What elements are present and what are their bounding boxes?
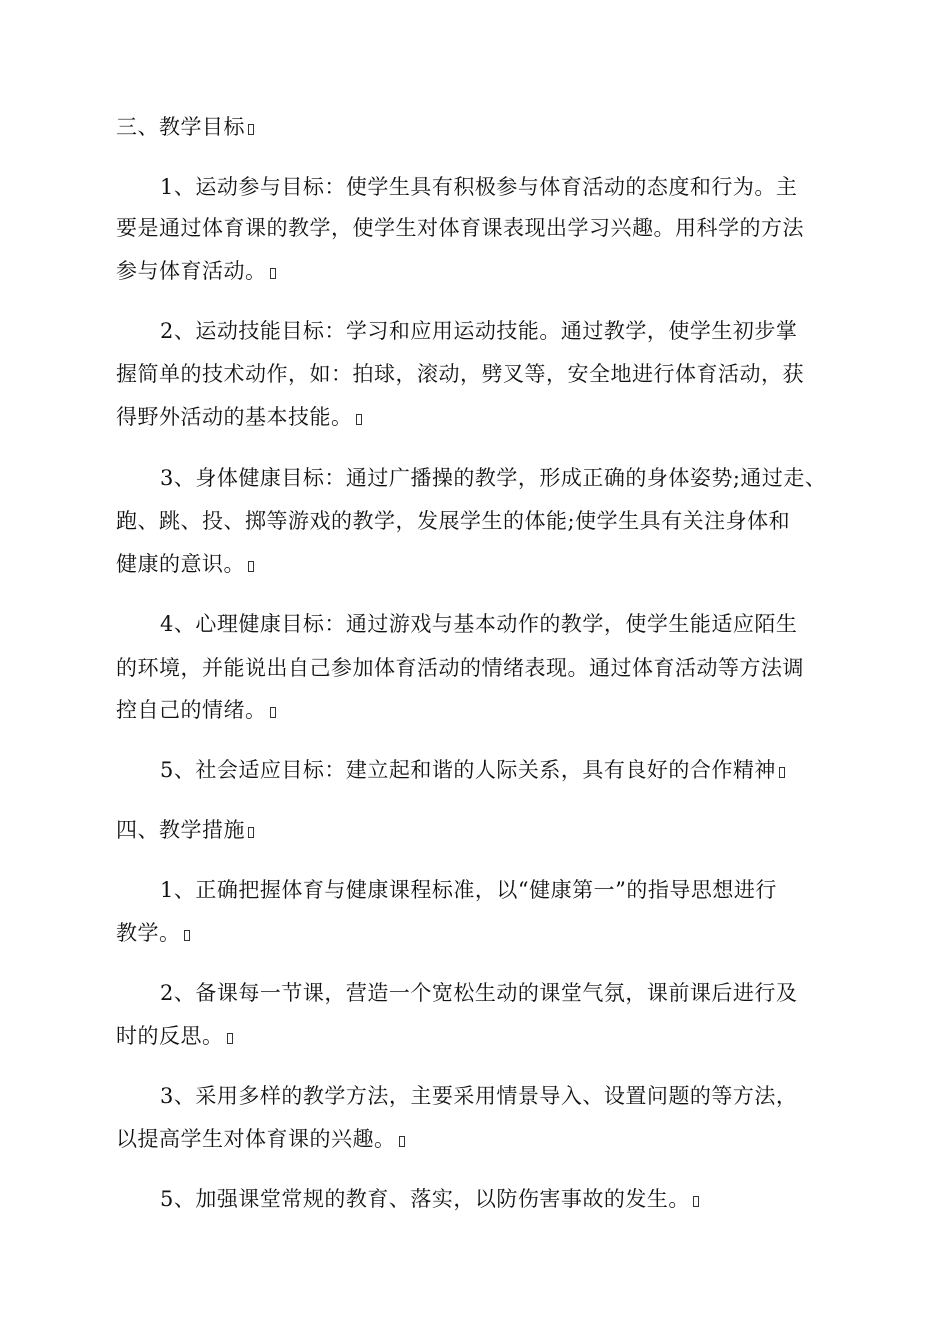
- paragraph-mark-icon: [248, 561, 254, 572]
- paragraph-mark-icon: [248, 827, 254, 838]
- paragraph-mark-icon: [270, 268, 276, 279]
- paragraph-line: 5、加强课堂常规的教育、落实，以防伤害事故的发生。: [160, 1184, 699, 1214]
- paragraph-line: 2、备课每一节课，营造一个宽松生动的课堂气氛，课前课后进行及: [160, 981, 798, 1005]
- paragraph-line: 参与体育活动。: [116, 256, 276, 286]
- paragraph-line: 3、采用多样的教学方法，主要采用情景导入、设置问题的等方法，: [160, 1084, 798, 1108]
- section-heading-measures: 四、教学措施: [116, 815, 254, 845]
- section-heading-objectives: 三、教学目标: [116, 112, 254, 142]
- paragraph-line: 时的反思。: [116, 1021, 233, 1051]
- paragraph-line: 控自己的情绪。: [116, 695, 276, 725]
- paragraph-line: 得野外活动的基本技能。: [116, 402, 362, 432]
- paragraph-line: 跑、跳、投、掷等游戏的教学，发展学生的体能;使学生具有关注身体和: [116, 509, 791, 533]
- paragraph-line: 握简单的技术动作，如：拍球，滚动，劈叉等，安全地进行体育活动，获: [116, 362, 804, 386]
- paragraph-mark-icon: [399, 1136, 405, 1147]
- paragraph-line: 3、身体健康目标：通过广播操的教学，形成正确的身体姿势;通过走、: [160, 466, 827, 490]
- paragraph-mark-icon: [270, 707, 276, 718]
- paragraph-mark-icon: [227, 1033, 233, 1044]
- paragraph-mark-icon: [779, 767, 785, 778]
- paragraph-line: 5、社会适应目标：建立起和谐的人际关系，具有良好的合作精神: [160, 755, 785, 785]
- paragraph-line: 要是通过体育课的教学，使学生对体育课表现出学习兴趣。用科学的方法: [116, 216, 804, 240]
- paragraph-mark-icon: [693, 1196, 699, 1207]
- paragraph-line: 教学。: [116, 918, 190, 948]
- paragraph-line: 1、正确把握体育与健康课程标准，以“健康第一”的指导思想进行: [160, 878, 777, 902]
- paragraph-line: 健康的意识。: [116, 549, 254, 579]
- paragraph-line: 2、运动技能目标：学习和应用运动技能。通过教学，使学生初步掌: [160, 319, 798, 343]
- paragraph-mark-icon: [184, 930, 190, 941]
- paragraph-line: 的环境，并能说出自己参加体育活动的情绪表现。通过体育活动等方法调: [116, 656, 804, 680]
- paragraph-mark-icon: [248, 124, 254, 135]
- paragraph-line: 以提高学生对体育课的兴趣。: [116, 1124, 405, 1154]
- paragraph-line: 1、运动参与目标：使学生具有积极参与体育活动的态度和行为。主: [160, 175, 798, 199]
- paragraph-mark-icon: [356, 414, 362, 425]
- paragraph-line: 4、心理健康目标：通过游戏与基本动作的教学，使学生能适应陌生: [160, 612, 798, 636]
